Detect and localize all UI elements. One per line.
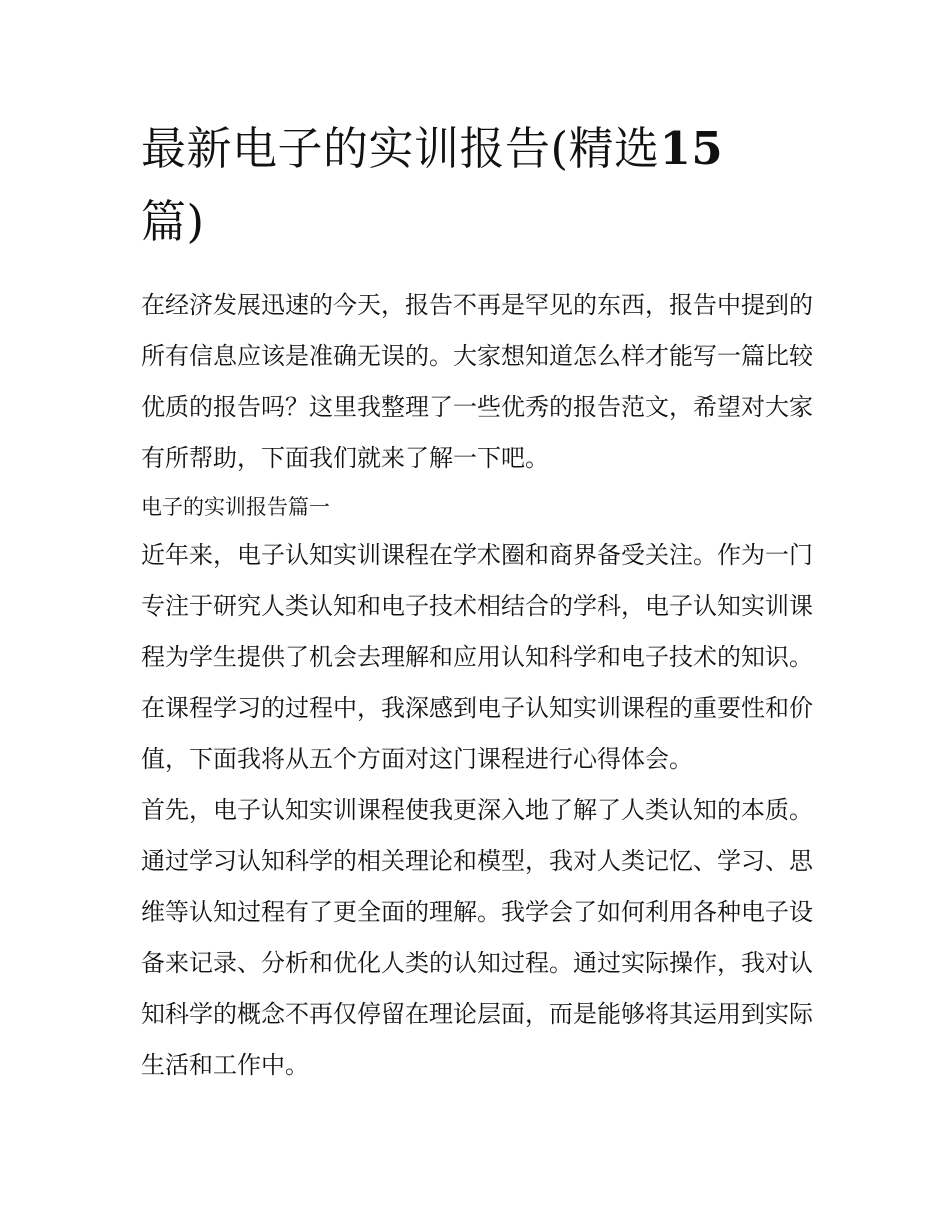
title-number: 15 — [659, 122, 724, 175]
title-tail: 篇) — [141, 195, 205, 248]
document-title — [141, 112, 813, 258]
body-paragraph-2: 首先，电子认知实训课程使我更深入地了解了人类认知的本质。通过学习认知科学的相关理论和模型，我对人类记忆、学习、思维等认知过程有了更全面的理解。我学会了如何利用各种电子设备来记录、分析和优化人类的认知过程。通过实际操作，我对认知科学的概念不再仅停留在理论层面，而是能够将其运用到实际生活和工作中。 — [141, 796, 813, 1079]
intro-paragraph: 在经济发展迅速的今天，报告不再是罕见的东西，报告中提到的所有信息应该是准确无误的。大家想知道怎么样才能写一篇比较优质的报告吗？这里我整理了一些优秀的报告范文，希望对大家有所帮助，下面我们就来了解一下吧。 — [141, 291, 813, 472]
document-body — [141, 112, 813, 1091]
title-text: 最新电子的实训报告(精选 — [141, 122, 660, 175]
body-paragraph-1: 近年来，电子认知实训课程在学术圈和商界备受关注。作为一门专注于研究人类认知和电子技术相结合的学科，电子认知实训课程为学生提供了机会去理解和应用认知科学和电子技术的知识。在课程学习的过程中，我深感到电子认知实训课程的重要性和价值，下面我将从五个方面对这门课程进行心得体会。 — [141, 541, 813, 773]
section-heading: 电子的实训报告篇一 — [141, 495, 330, 519]
